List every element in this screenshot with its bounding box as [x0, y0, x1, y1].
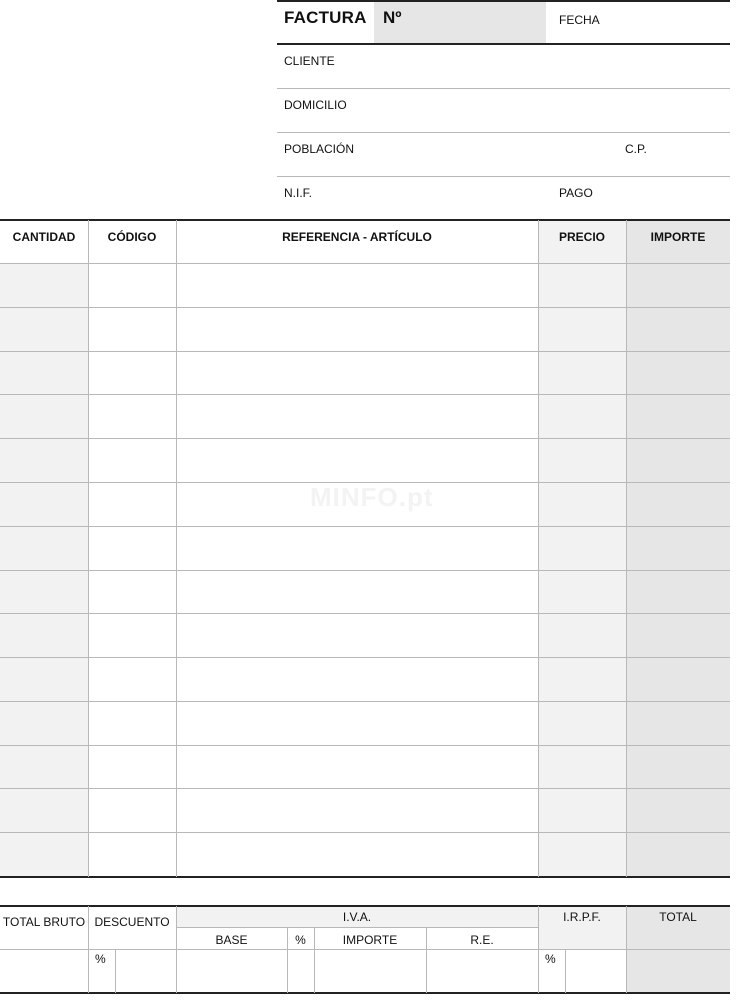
base-label: BASE — [215, 933, 248, 947]
fecha-label: FECHA — [559, 13, 600, 27]
irpf-label: I.R.P.F. — [563, 910, 601, 924]
totals-top-rule — [0, 905, 730, 907]
iva-subheader-rule — [176, 927, 538, 928]
invoice-title: FACTURA — [284, 8, 367, 27]
re-label: R.E. — [470, 933, 494, 947]
items-col-divider-2 — [176, 220, 177, 877]
totals-bottom-rule — [0, 992, 730, 994]
cliente-label: CLIENTE — [284, 54, 335, 68]
total-bruto-label: TOTAL BRUTO — [2, 915, 86, 929]
col-header-referencia: REFERENCIA - ARTÍCULO — [282, 230, 432, 244]
header-rule-2 — [277, 88, 730, 89]
header-rule-1 — [277, 43, 730, 45]
descuento-pct-symbol: % — [95, 952, 106, 966]
iva-label: I.V.A. — [342, 910, 372, 924]
item-row-separator — [0, 570, 730, 571]
precio-column-shade — [538, 220, 626, 877]
poblacion-label: POBLACIÓN — [284, 142, 355, 156]
item-row-separator — [0, 307, 730, 308]
items-col-divider-4 — [626, 220, 627, 877]
nif-label: N.I.F. — [284, 186, 313, 200]
item-row-separator — [0, 613, 730, 614]
item-row-separator — [0, 832, 730, 833]
importe-column-shade — [626, 220, 730, 877]
item-row-separator — [0, 657, 730, 658]
total-label: TOTAL — [659, 910, 697, 924]
item-row-separator — [0, 351, 730, 352]
items-bottom-rule — [0, 876, 730, 878]
iva-pct-label: % — [295, 933, 306, 947]
col-header-importe: IMPORTE — [650, 230, 706, 244]
totals-header-rule — [0, 949, 730, 950]
pago-label: PAGO — [559, 186, 593, 200]
items-header-rule — [0, 263, 730, 264]
item-row-separator — [0, 394, 730, 395]
col-header-cantidad: CANTIDAD — [12, 230, 76, 244]
domicilio-label: DOMICILIO — [284, 98, 347, 112]
item-row-separator — [0, 526, 730, 527]
irpf-pct-divider — [565, 950, 566, 993]
items-col-divider-3 — [538, 220, 539, 877]
descuento-pct-divider — [115, 950, 116, 993]
item-row-separator — [0, 745, 730, 746]
col-header-precio: PRECIO — [558, 230, 605, 244]
header-rule-3 — [277, 132, 730, 133]
cp-label: C.P. — [625, 142, 647, 156]
items-col-divider-1 — [88, 220, 89, 877]
iva-importe-label: IMPORTE — [342, 933, 398, 947]
item-row-separator — [0, 701, 730, 702]
watermark: MINFO.pt — [310, 482, 434, 512]
descuento-label: DESCUENTO — [94, 915, 170, 929]
irpf-pct-symbol: % — [545, 952, 556, 966]
item-row-separator — [0, 438, 730, 439]
invoice-number-label: Nº — [383, 8, 402, 27]
header-rule-4 — [277, 176, 730, 177]
col-header-codigo: CÓDIGO — [107, 230, 157, 244]
items-top-rule — [0, 219, 730, 221]
item-row-separator — [0, 788, 730, 789]
